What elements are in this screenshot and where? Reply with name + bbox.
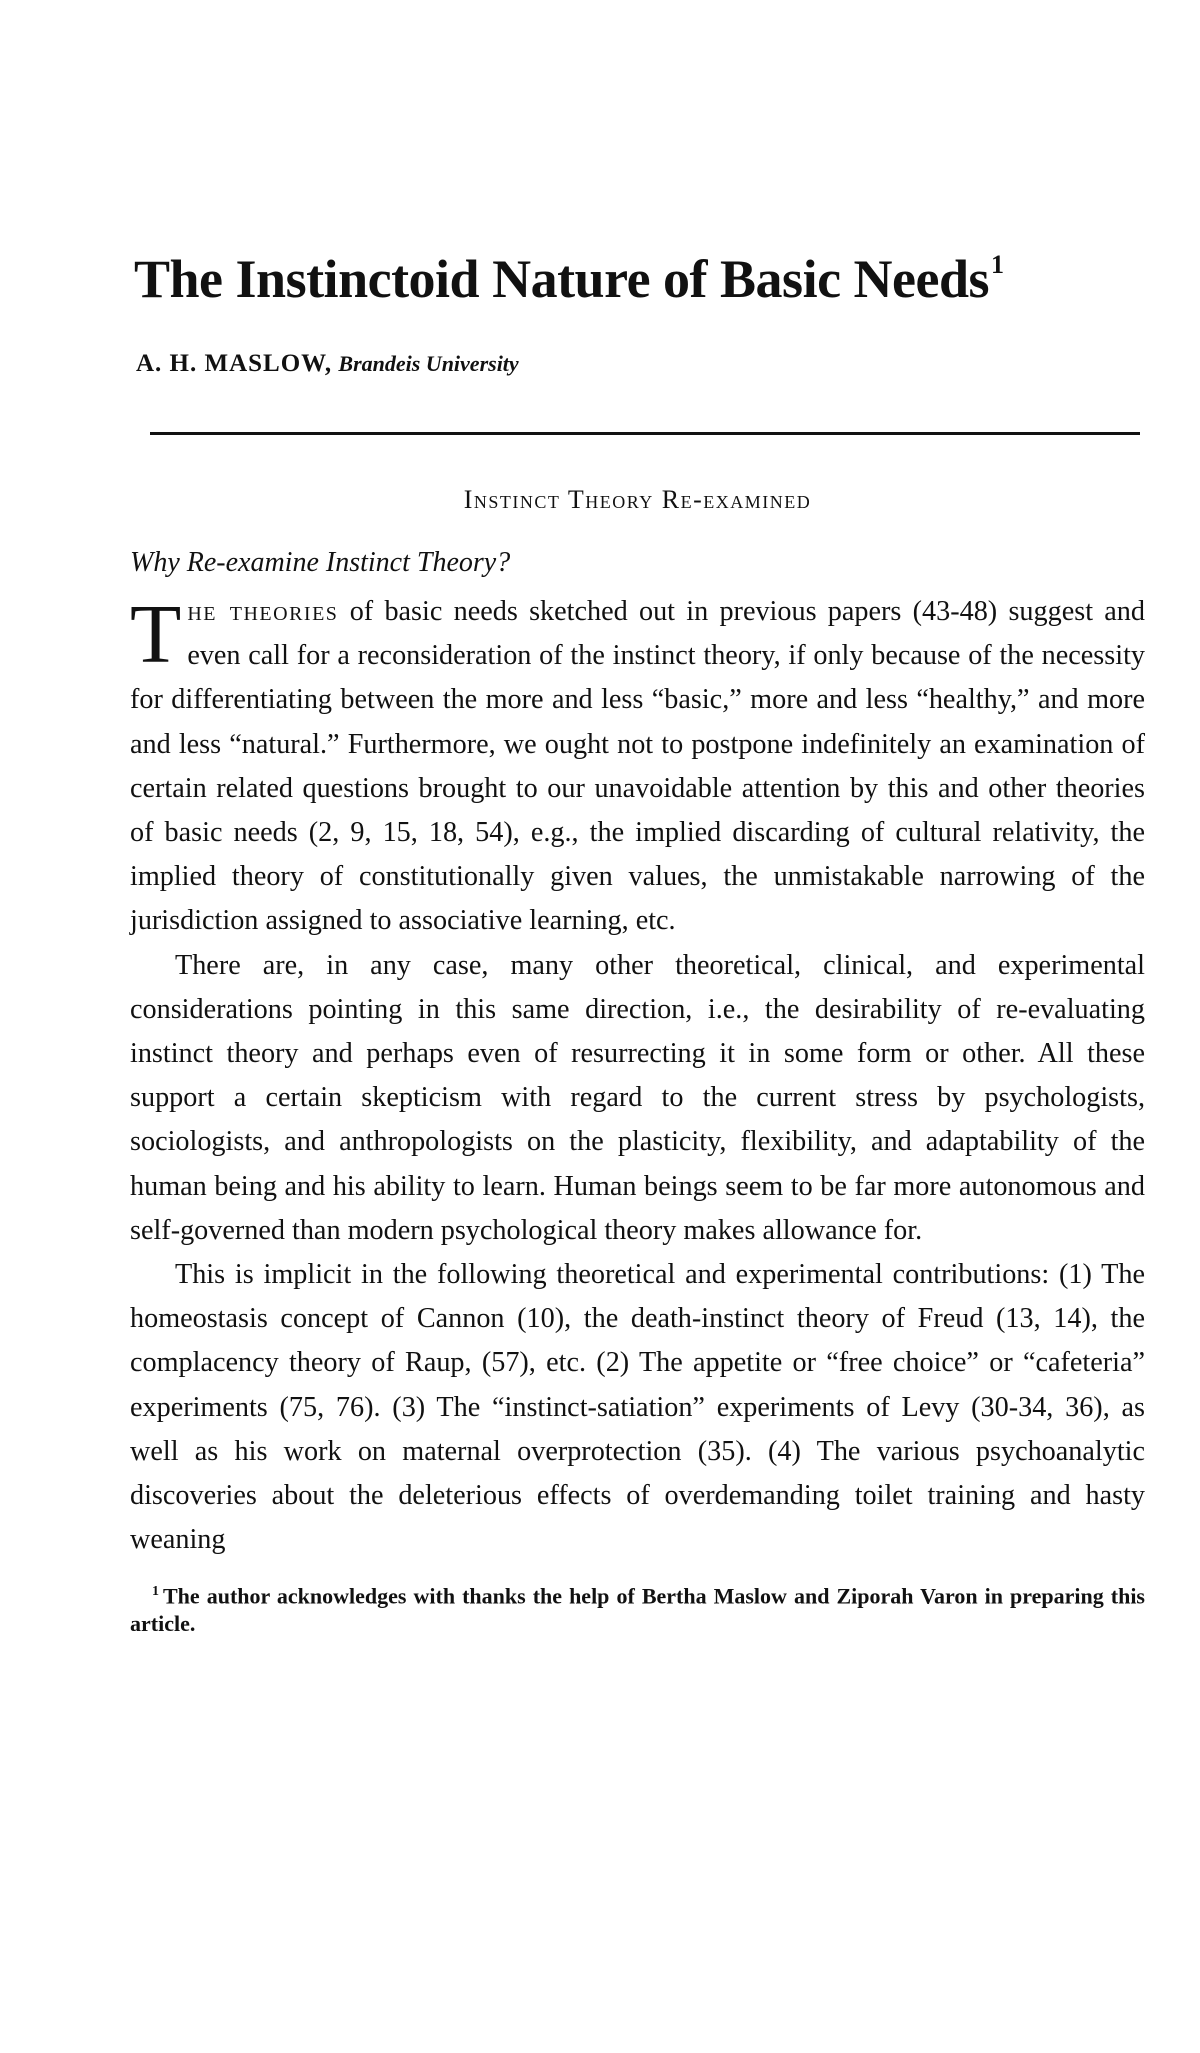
subsection-heading: Why Re-examine Instinct Theory?: [130, 547, 511, 578]
author-name: A. H. MASLOW,: [136, 350, 333, 377]
paragraph-3: This is implicit in the following theoretical and experimental contributions: (1) The homeostasis concept of Cannon (10), the death-instinct theory of Freud (13, 14), the complacency theory of Raup, (57), etc. (2) The appetite or “free choice” or “cafeteria” experiments (75, 76). (3) The “instinct-satiation” experiments of Levy (30-34, 36), as well as his work on maternal overprotection (35). (4) The various psychoanalytic discoveries about the deleterious effects of overdemanding toilet training and hasty weaning: [130, 1259, 1145, 1556]
footnote: [130, 1578, 1145, 1638]
section-heading: Instinct Theory Re-examined: [463, 485, 812, 514]
title-divider: [150, 432, 1140, 435]
paragraph-2: There are, in any case, many other theoretical, clinical, and experimental considerations pointing in this same direction, i.e., the desirability of re-evaluating instinct theory and perhaps even of resurrecting it in some form or other. All these support a certain skepticism with regard to the current stress by psychologists, sociologists, and anthropologists on the plasticity, flexibility, and adaptability of the human being and his ability to learn. Human beings seem to be far more autonomous and self-governed than modern psychological theory makes allowance for.: [130, 949, 1145, 1246]
article-title-text: The Instinctoid Nature of Basic Needs: [134, 249, 990, 309]
paragraph-1: [130, 590, 1145, 944]
footnote-marker: 1: [152, 1584, 159, 1599]
paragraph-1-text: of basic needs sketched out in previous papers (43-48) suggest and even call for a reconsideration of the instinct theory, if only because of the necessity for differentiating between the more and less “basic,” more and less “healthy,” and more and less “natural.” Furthermore, we ought not to postpone indefinitely an examination of certain related questions brought to our unavoidable attention by this and other theories of basic needs (2, 9, 15, 18, 54), e.g., the implied discarding of cultural relativity, the implied theory of constitutionally given values, the unmistakable narrowing of the jurisdiction assigned to associative learning, etc.: [130, 596, 1145, 937]
drop-cap: T: [130, 588, 182, 681]
lead-in: he theories: [187, 596, 339, 627]
title-footnote-marker: 1: [991, 250, 1004, 279]
author-affiliation: Brandeis University: [338, 351, 519, 376]
footnote-text: The author acknowledges with thanks the help of Bertha Maslow and Ziporah Varon in preparing this article.: [130, 1583, 1145, 1637]
byline: [136, 350, 519, 378]
journal-page: [130, 0, 1145, 2053]
article-title: [134, 248, 1004, 310]
body-text: [130, 590, 1145, 1562]
